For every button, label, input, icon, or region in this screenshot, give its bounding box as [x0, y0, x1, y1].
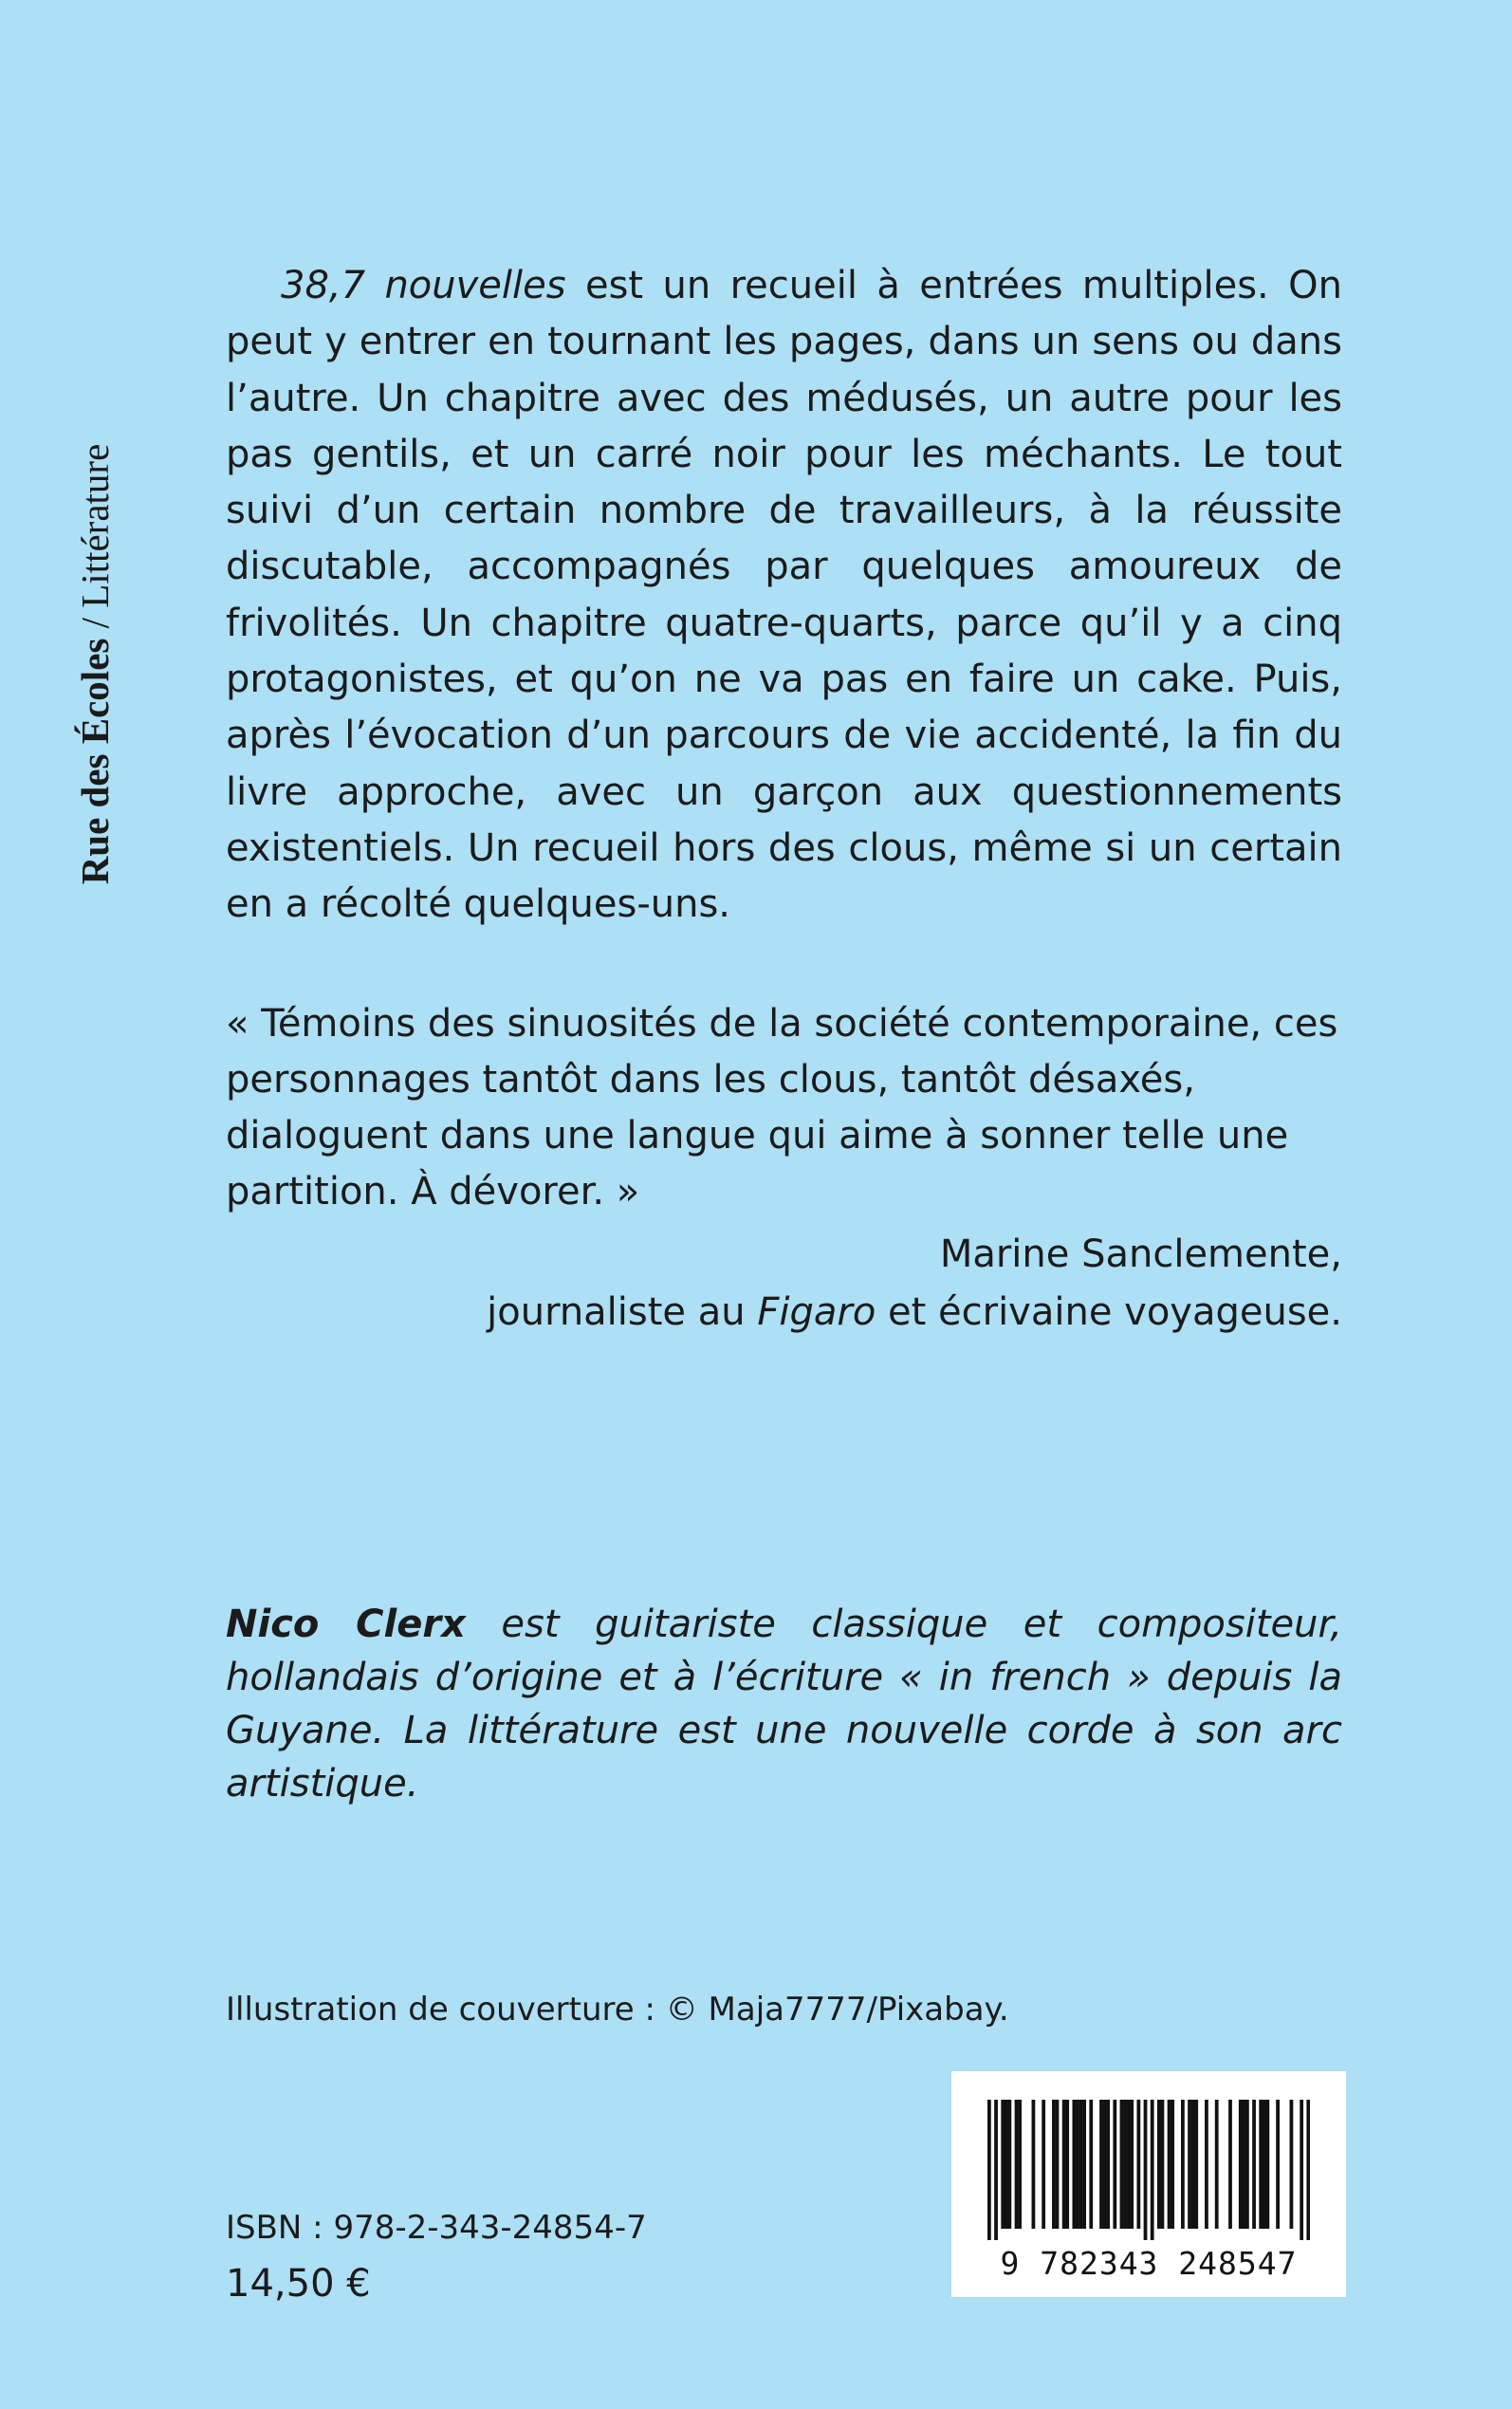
barcode-bar: [1157, 2100, 1161, 2229]
spine-series: Rue des Écoles: [73, 638, 117, 885]
barcode-bar: [1103, 2100, 1107, 2229]
barcode-bar: [1106, 2100, 1110, 2229]
barcode-bar: [1018, 2100, 1022, 2229]
barcode-bar: [1306, 2100, 1310, 2240]
barcode-bar: [1144, 2100, 1148, 2240]
barcode-bar: [1300, 2100, 1303, 2240]
barcode-bar: [1194, 2100, 1198, 2229]
barcode-bar: [1191, 2100, 1195, 2229]
barcode-bar: [1032, 2100, 1036, 2229]
barcode-bar: [1263, 2100, 1266, 2229]
quote-author: Marine Sanclemente,: [939, 1232, 1342, 1276]
barcode-bar: [1136, 2100, 1140, 2229]
barcode-bar: [1065, 2100, 1069, 2229]
barcode-bar: [1052, 2100, 1056, 2229]
barcode-bar: [1099, 2100, 1103, 2229]
barcode-bar: [1130, 2100, 1134, 2229]
barcode-bar: [1151, 2100, 1154, 2240]
barcode-bar: [1056, 2100, 1060, 2229]
barcode-bar: [1168, 2100, 1171, 2229]
barcode-bar: [994, 2100, 998, 2240]
book-blurb: [226, 258, 1342, 934]
isbn: ISBN : 978-2-343-24854-7: [226, 2209, 647, 2247]
barcode-bar: [1276, 2100, 1280, 2229]
blurb-text: est un recueil à entrées multiples. On peut y entrer en tournant les pages, dans un sens ou dans l’autre. Un chapitre avec des médusés, un autre pour les pas gentils, et un carré noir pour les méchants. Le tout suivi d’un certain nombre de travailleurs, à la réussite discutable, accompagnés par quelques amoureux de frivolités. Un chapitre quatre-quarts, parce qu’il y a cinq protagonistes, et qu’on ne va pas en faire un cake. Puis, après l’évocation d’un parcours de vie accidenté, la fin du livre approche, avec un garçon aux questionnements existentiels. Un recueil hors des clous, même si un certain en a récolté quelques-uns.: [226, 264, 1342, 927]
barcode-bar: [1205, 2100, 1208, 2229]
barcode-bar: [1062, 2100, 1066, 2229]
illustration-credit: Illustration de couverture : © Maja7777/Pixabay.: [226, 1991, 1009, 2029]
barcode-bar: [1290, 2100, 1294, 2229]
barcode-bar: [1181, 2100, 1185, 2229]
barcode-bar: [1007, 2100, 1011, 2229]
barcode-bar: [1079, 2100, 1083, 2229]
barcode-bar: [1228, 2100, 1232, 2229]
barcode-bar: [1120, 2100, 1124, 2229]
spine-collection: Littérature: [73, 443, 117, 608]
barcode-bar: [1259, 2100, 1263, 2229]
author-name: Nico Clerx: [226, 1603, 466, 1646]
barcode-bar: [1076, 2100, 1079, 2229]
barcode-bar: [1171, 2100, 1174, 2229]
quote-role-after: et écrivaine voyageuse.: [876, 1290, 1342, 1334]
barcode-digits: 9 782343 248547: [1000, 2245, 1298, 2282]
barcode-bar: [1005, 2100, 1008, 2229]
barcode-bar: [1082, 2100, 1086, 2229]
barcode-bar: [1123, 2100, 1127, 2229]
review-quote: « Témoins des sinuosités de la société contemporaine, ces personnages tantôt dans les clous, tantôt désaxés, dialoguent dans une langue qui aime à sonner telle une partition. À dévorer. »: [226, 1002, 1338, 1214]
barcode-bar: [1089, 2100, 1093, 2229]
barcode-bar: [1252, 2100, 1256, 2229]
barcode-bar: [987, 2100, 991, 2240]
barcode-bar: [1242, 2100, 1245, 2229]
barcode-bar: [1245, 2100, 1249, 2229]
book-title: 38,7 nouvelles: [281, 264, 566, 307]
spine-label: [71, 380, 119, 949]
barcode-bar: [1161, 2100, 1165, 2229]
barcode: [951, 2071, 1346, 2297]
quote-attribution: [226, 1226, 1342, 1342]
quote-publication: Figaro: [757, 1290, 876, 1334]
author-bio-text: est guitariste classique et compositeur, hollandais d’origine et à l’écriture « in french » depuis la Guyane. La littérature est une nouvelle corde à son arc artistique.: [226, 1603, 1342, 1806]
barcode-bar: [1239, 2100, 1243, 2229]
barcode-bar: [1265, 2100, 1269, 2229]
barcode-bar: [1215, 2100, 1219, 2229]
price: 14,50 €: [226, 2262, 371, 2306]
barcode-bar: [1113, 2100, 1116, 2229]
barcode-bars: [987, 2100, 1310, 2240]
barcode-bar: [1015, 2100, 1019, 2229]
barcode-bar: [1072, 2100, 1076, 2229]
quote-role-before: journaliste au: [487, 1290, 758, 1334]
barcode-bar: [1042, 2100, 1045, 2229]
barcode-bar: [1001, 2100, 1005, 2229]
barcode-bar: [1127, 2100, 1131, 2229]
spine-separator: /: [73, 607, 117, 639]
barcode-bar: [1188, 2100, 1191, 2229]
author-bio: [226, 1598, 1342, 1810]
